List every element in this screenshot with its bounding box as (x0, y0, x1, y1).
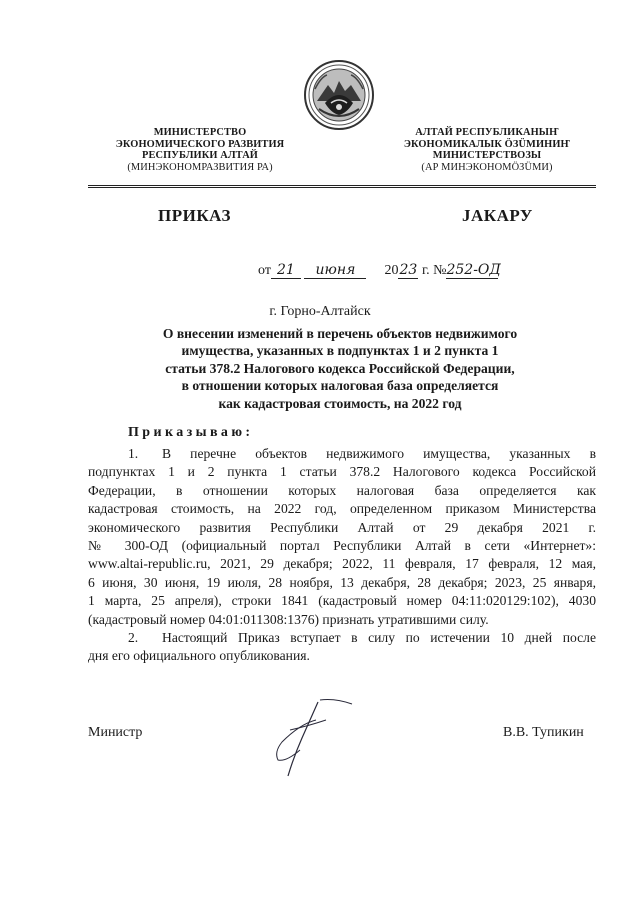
org-right-line-2: ЭКОНОМИКАЛЫК ÖЗÜМИНИҤ (403, 138, 571, 150)
header-divider-top (88, 185, 596, 186)
date-year-suffix: 23 (399, 262, 418, 278)
date-year-label: г. № (421, 263, 447, 278)
item-1-line-3: Федерации, в отношении которых налоговая база определяется как (88, 482, 596, 498)
item-1-line-9: 1 марта, 25 апреля), строки 1841 (кадастровый номер 04:11:020129:102), 4030 (88, 593, 596, 609)
date-month: июня (304, 263, 366, 279)
date-year-prefix: 20 (384, 263, 399, 278)
item-1-line-4: кадастровая стоимость, на 2022 год, определенном приказом Министерства (88, 501, 596, 517)
ministry-name-russian (70, 127, 330, 173)
order-item-1 (88, 445, 596, 629)
date-day: 21 (271, 263, 301, 279)
date-and-number-line (258, 262, 501, 279)
title-line-1: О внесении изменений в перечень объектов недвижимого (162, 326, 518, 341)
signatory-position: Министр (88, 725, 143, 740)
order-number: 252-ОД (446, 262, 501, 278)
org-left-line-1: МИНИСТЕРСТВО (153, 127, 247, 138)
org-right-line-1: АЛТАЙ РЕСПУБЛИКАНЫҤ (415, 127, 559, 138)
order-word: Приказываю: (128, 425, 254, 440)
header-divider-bottom (88, 187, 596, 188)
document-title (100, 325, 580, 412)
title-line-2: имущества, указанных в подпунктах 1 и 2 пункта 1 (181, 343, 499, 359)
org-left-line-3: РЕСПУБЛИКИ АЛТАЙ (142, 150, 258, 162)
document-body (88, 445, 596, 666)
item-2-line-1: 2. Настоящий Приказ вступает в силу по истечении 10 дней после (88, 629, 596, 647)
org-right-line-4: (АР МИНЭКОНОМÖЗÜМИ) (421, 161, 553, 173)
doc-type-altai: JАКАРУ (462, 206, 533, 225)
item-1-line-10: (кадастровый номер 04:01:011308:1376) признать утратившими силу. (88, 611, 489, 627)
doc-type-russian: ПРИКАЗ (158, 206, 231, 225)
signatory-name: В.В. Тупикин (503, 725, 584, 740)
date-prefix: от (258, 263, 271, 278)
title-line-3: статьи 378.2 Налогового кодекса Российской Федерации, (165, 360, 515, 376)
handwritten-signature-icon (260, 690, 370, 785)
item-2-number: 2. (128, 630, 139, 646)
item-1-line-1: 1. В перечне объектов недвижимого имущества, указанных в (88, 445, 596, 463)
org-right-line-3: МИНИСТЕРСТВОЗЫ (432, 150, 542, 162)
item-2-line-2: дня его официального опубликования. (88, 648, 310, 664)
item-1-line-2: подпунктах 1 и 2 пункта 1 статьи 378.2 Налогового кодекса Российской (88, 464, 596, 480)
item-1-line-5: экономического развития Республики Алтай от 29 декабря 2021 г. (88, 519, 596, 535)
org-left-line-4: (МИНЭКОНОМРАЗВИТИЯ РА) (127, 161, 273, 173)
republic-coat-of-arms-icon (301, 57, 377, 133)
city-name: г. Горно-Алтайск (269, 304, 371, 319)
item-1-number: 1. (128, 446, 139, 461)
ministry-name-altai (357, 127, 617, 173)
order-item-2 (88, 629, 596, 666)
org-left-line-2: ЭКОНОМИЧЕСКОГО РАЗВИТИЯ (115, 138, 285, 150)
item-1-line-7: www.altai-republic.ru, 2021, 29 декабря; 2022, 11 февраля, 17 февраля, 12 мая, (88, 556, 596, 572)
title-line-4: в отношении которых налоговая база определяется (181, 378, 499, 394)
item-1-line-8: 6 июня, 30 июня, 19 июля, 28 ноября, 13 декабря, 28 декабря; 2023, 25 января, (88, 574, 596, 590)
item-1-line-6: № 300-ОД (официальный портал Республики Алтай в сети «Интернет»: (88, 538, 596, 554)
title-line-5: как кадастровая стоимость, на 2022 год (218, 395, 462, 411)
